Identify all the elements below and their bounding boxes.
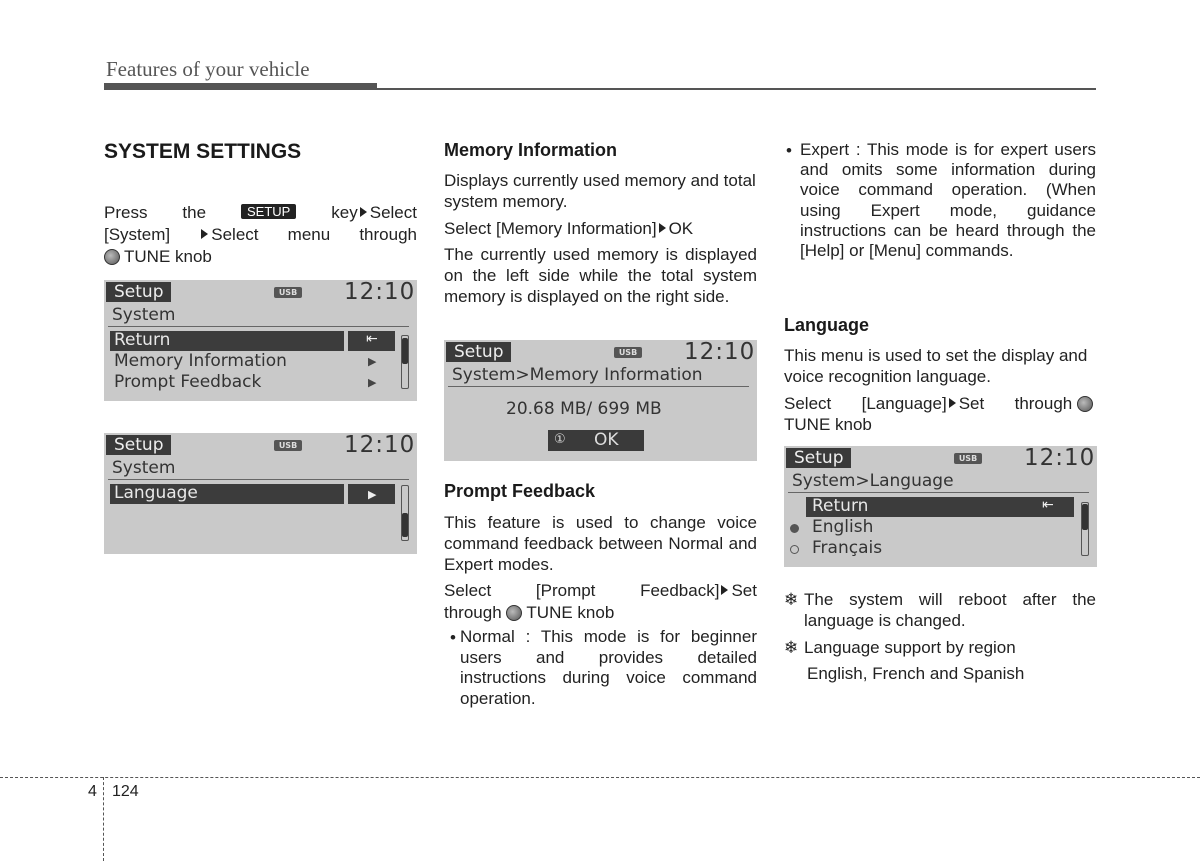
note-mark-icon: ❄ [784, 638, 799, 657]
prompt-feedback-select-line-1 [444, 580, 757, 601]
memory-information-screen [444, 340, 757, 461]
bullet-icon: • [786, 141, 792, 160]
setup-screen-system [104, 280, 417, 401]
ok-number-icon: ① [554, 432, 566, 447]
scrollbar-thumb[interactable] [1082, 504, 1088, 530]
prompt-feedback-select-line-2 [444, 602, 614, 623]
instruction-text: [Prompt [535, 581, 596, 600]
intro-word: Select [211, 225, 259, 244]
instruction-text: through [444, 603, 502, 622]
screen-divider [108, 479, 409, 480]
arrow-right-icon [201, 229, 208, 239]
menu-item-prompt-feedback[interactable]: Prompt Feedback [114, 372, 262, 392]
memory-display-description: The currently used memory is displayed on the left side while the total system memory is displayed on the right side. [444, 245, 757, 306]
tune-knob-icon [1077, 396, 1093, 412]
arrow-right-icon [949, 398, 956, 408]
screen-path: System>Language [792, 471, 954, 491]
prompt-feedback-description: This feature is used to change voice command feedback between Normal and Expert modes. [444, 513, 757, 574]
screen-divider [788, 492, 1089, 493]
instruction-text: through [1014, 394, 1073, 413]
intro-word: TUNE knob [124, 247, 212, 266]
tune-knob-icon [506, 605, 522, 621]
normal-mode-description: Normal : This mode is for beginner users and provides detailed instructions during voice command operation. [460, 627, 757, 708]
header-title: Features of your vehicle [106, 57, 310, 81]
bullet-icon: • [450, 628, 456, 647]
tune-knob-icon [104, 249, 120, 265]
screen-path: System>Memory Information [452, 365, 703, 385]
screen-tag: Setup [786, 448, 851, 468]
intro-word: the [182, 203, 207, 222]
usb-icon: USB [954, 453, 982, 464]
instruction-text: Set [958, 394, 985, 413]
section-title-system-settings: SYSTEM SETTINGS [104, 140, 302, 163]
screen-clock: 12:10 [1024, 446, 1096, 471]
instruction-text: Set [731, 581, 757, 600]
intro-word: [System] [104, 225, 171, 244]
intro-line-1 [104, 202, 417, 223]
menu-item-memory-information[interactable]: Memory Information [114, 351, 287, 371]
return-icon: ⇤ [1042, 497, 1054, 513]
arrow-right-icon [659, 223, 666, 233]
radio-english[interactable] [790, 524, 799, 533]
memory-description: Displays currently used memory and total system memory. [444, 171, 756, 211]
screen-path: System [112, 305, 176, 325]
expert-mode-description: Expert : This mode is for expert users and omits some information during voice command operation. (When using Expert mode, guidance instructions can be heard through the [Help] or [Menu] commands. [800, 140, 1096, 261]
usb-icon: USB [274, 287, 302, 298]
screen-divider [108, 326, 409, 327]
screen-clock: 12:10 [344, 433, 416, 458]
instruction-text: Select [Memory Information] [444, 219, 657, 238]
reboot-note: The system will reboot after the language is changed. [804, 590, 1096, 630]
language-select-line-1 [784, 393, 1097, 414]
radio-francais[interactable] [790, 545, 799, 554]
chevron-right-icon: ▶ [368, 488, 377, 501]
section-title-language: Language [784, 315, 870, 335]
intro-line-2 [104, 224, 417, 245]
menu-item-language[interactable]: Language [114, 483, 198, 503]
instruction-group [862, 393, 985, 414]
setup-key [241, 202, 296, 223]
instruction-group [640, 580, 757, 601]
memory-usage-value: 20.68 MB/ 699 MB [506, 399, 662, 419]
return-icon: ⇤ [366, 331, 378, 347]
scrollbar-thumb[interactable] [402, 513, 408, 537]
language-description: This menu is used to set the display and voice recognition language. [784, 346, 1088, 386]
intro-word: Press [104, 203, 148, 222]
instruction-text: TUNE knob [526, 603, 615, 622]
intro-word: through [359, 225, 417, 244]
menu-item-return[interactable]: Return [812, 496, 869, 516]
intro-word: key [331, 203, 358, 222]
instruction-text: [Language] [861, 394, 947, 413]
language-support-note: Language support by region [804, 638, 1016, 657]
note-mark-icon: ❄ [784, 590, 799, 609]
language-screen [784, 446, 1097, 567]
screen-clock: 12:10 [684, 340, 756, 365]
instruction-text: OK [668, 219, 694, 238]
section-title-prompt-feedback: Prompt Feedback [444, 481, 596, 501]
chevron-right-icon: ▶ [368, 355, 377, 368]
footer-vertical-divider [103, 777, 104, 861]
footer-divider [0, 777, 1200, 778]
screen-tag: Setup [106, 435, 171, 455]
setup-screen-system-language [104, 433, 417, 554]
instruction-text: Select [444, 581, 492, 600]
chevron-right-icon: ▶ [368, 376, 377, 389]
instruction-text: Feedback] [640, 581, 720, 600]
memory-select-instruction [444, 218, 693, 239]
page-number: 124 [112, 783, 139, 800]
chapter-number: 4 [88, 783, 97, 800]
instruction-group [1015, 393, 1097, 414]
scrollbar-thumb[interactable] [402, 338, 408, 364]
ok-button[interactable] [548, 430, 644, 451]
arrow-right-icon [360, 207, 367, 217]
usb-icon: USB [614, 347, 642, 358]
setup-key-label: SETUP [241, 204, 296, 219]
header-rule-thin [104, 88, 1096, 90]
arrow-right-icon [721, 585, 728, 595]
menu-item-english[interactable]: English [812, 517, 874, 537]
instruction-text: Select [784, 394, 832, 413]
menu-item-return[interactable]: Return [114, 330, 171, 350]
supported-languages: English, French and Spanish [807, 664, 1025, 683]
language-select-line-2: TUNE knob [784, 415, 872, 434]
screen-divider [448, 386, 749, 387]
screen-clock: 12:10 [344, 280, 416, 305]
menu-item-francais[interactable]: Français [812, 538, 883, 558]
screen-tag: Setup [106, 282, 171, 302]
usb-icon: USB [274, 440, 302, 451]
section-title-memory-information: Memory Information [444, 140, 618, 160]
screen-tag: Setup [446, 342, 511, 362]
intro-word: Select [369, 203, 417, 222]
intro-line-3 [104, 246, 212, 267]
intro-word: menu [287, 225, 331, 244]
intro-key-select [331, 202, 417, 223]
ok-button-label: OK [594, 430, 619, 450]
intro-select-group [199, 224, 258, 245]
screen-path: System [112, 458, 176, 478]
